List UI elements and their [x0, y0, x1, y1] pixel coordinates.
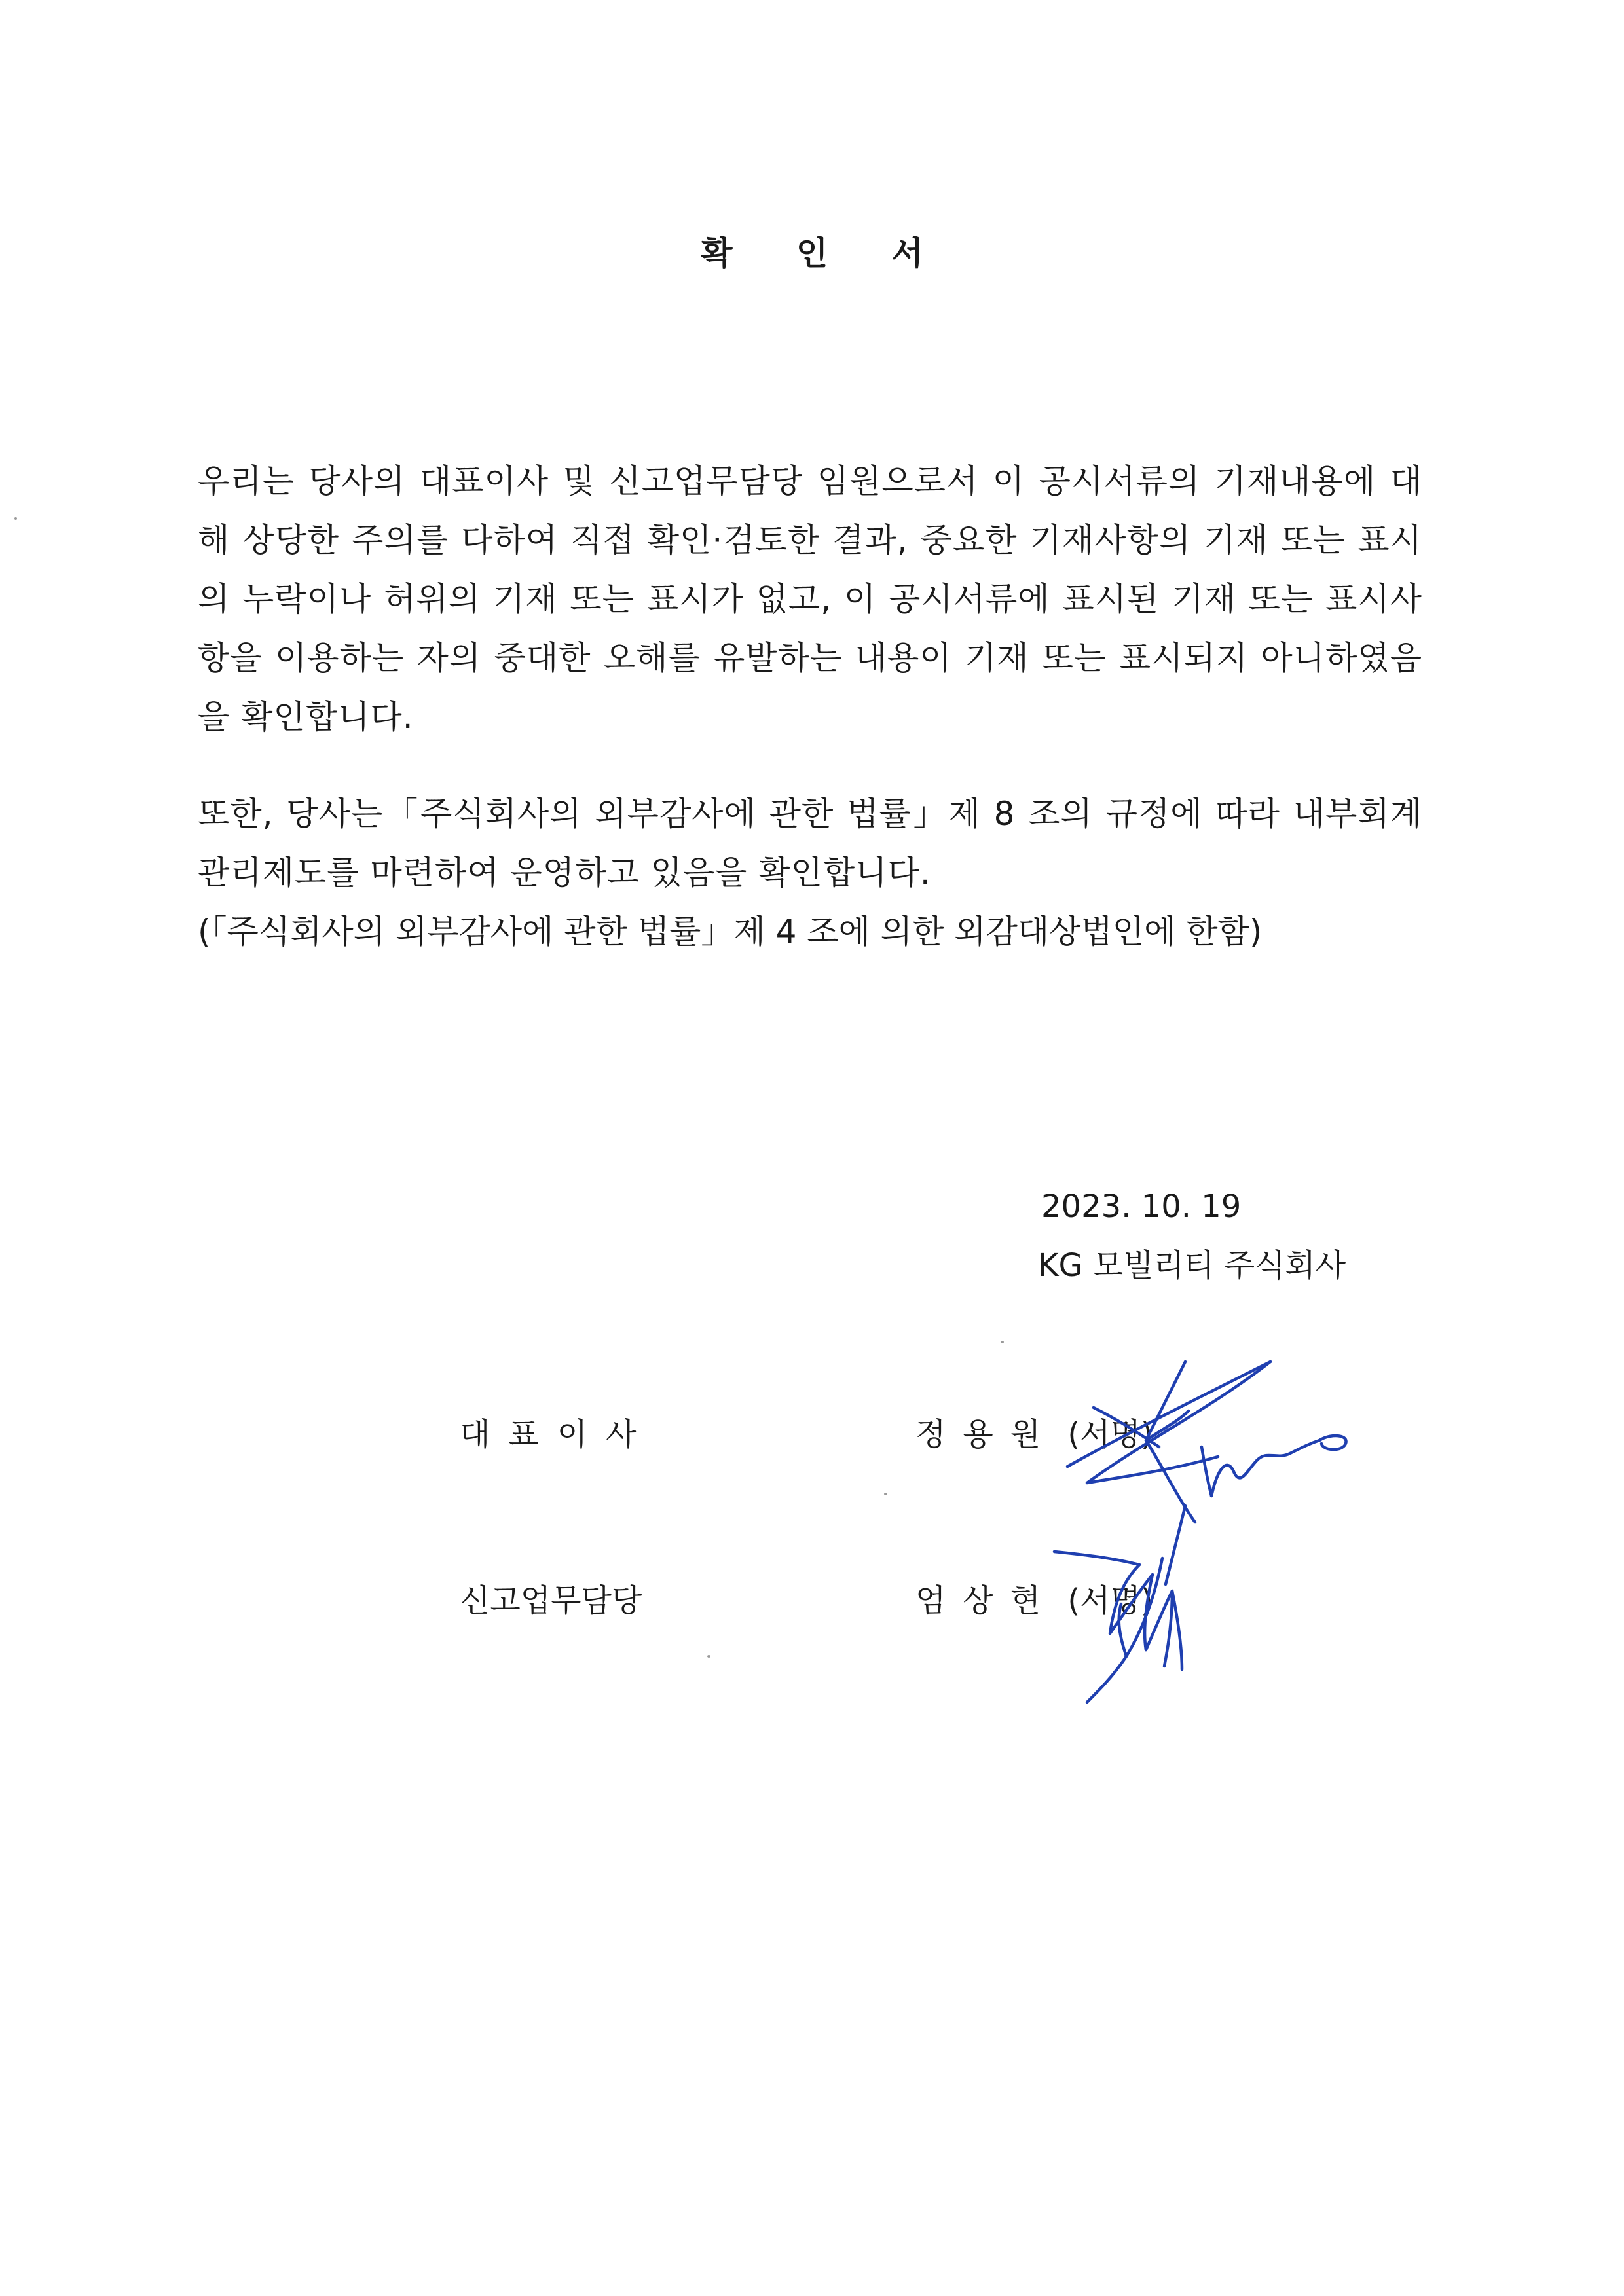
scan-speck — [707, 1655, 710, 1658]
company-name: KG 모빌리티 주식회사 — [1038, 1247, 1346, 1284]
signatory-name-disclosure-text: 엄상현 — [915, 1582, 1058, 1619]
document-date: 2023. 10. 19 — [1041, 1188, 1242, 1225]
signatory-role-disclosure: 신고업무담당 — [460, 1582, 642, 1619]
confirmation-paragraph: 우리는 당사의 대표이사 및 신고업무담당 임원으로서 이 공시서류의 기재내용에 대해 상당한 주의를 다하여 직접 확인·검토한 결과, 중요한 기재사항의 기재 또는 표시의 누락이나 허위의 기재 또는 표시가 없고, 이 공시서류에 표시된 기재 또는 표시사항을 이용하는 자의 중대한 오해를 유발하는 내용이 기재 또는 표시되지 아니하였음을 확인합니다. — [198, 462, 1422, 736]
sign-label-ceo: (서명) — [1067, 1416, 1153, 1453]
applicability-note: (「주식회사의 외부감사에 관한 법률」제 4 조에 의한 외감대상법인에 한함) — [198, 913, 1263, 951]
scan-speck — [14, 517, 17, 520]
scan-speck — [884, 1493, 887, 1495]
internal-control-paragraph: 또한, 당사는「주식회사의 외부감사에 관한 법률」제 8 조의 규정에 따라 내부회계관리제도를 마련하여 운영하고 있음을 확인합니다. — [198, 795, 1422, 892]
handwritten-signature-disclosure — [1048, 1493, 1270, 1709]
document-title: 확 인 서 — [701, 234, 950, 272]
signatory-name-ceo-text: 정용원 — [915, 1416, 1058, 1453]
signatory-role-ceo: 대표이사 — [460, 1416, 655, 1453]
scan-speck — [1001, 1341, 1004, 1343]
sign-label-disclosure: (서명) — [1067, 1582, 1153, 1619]
